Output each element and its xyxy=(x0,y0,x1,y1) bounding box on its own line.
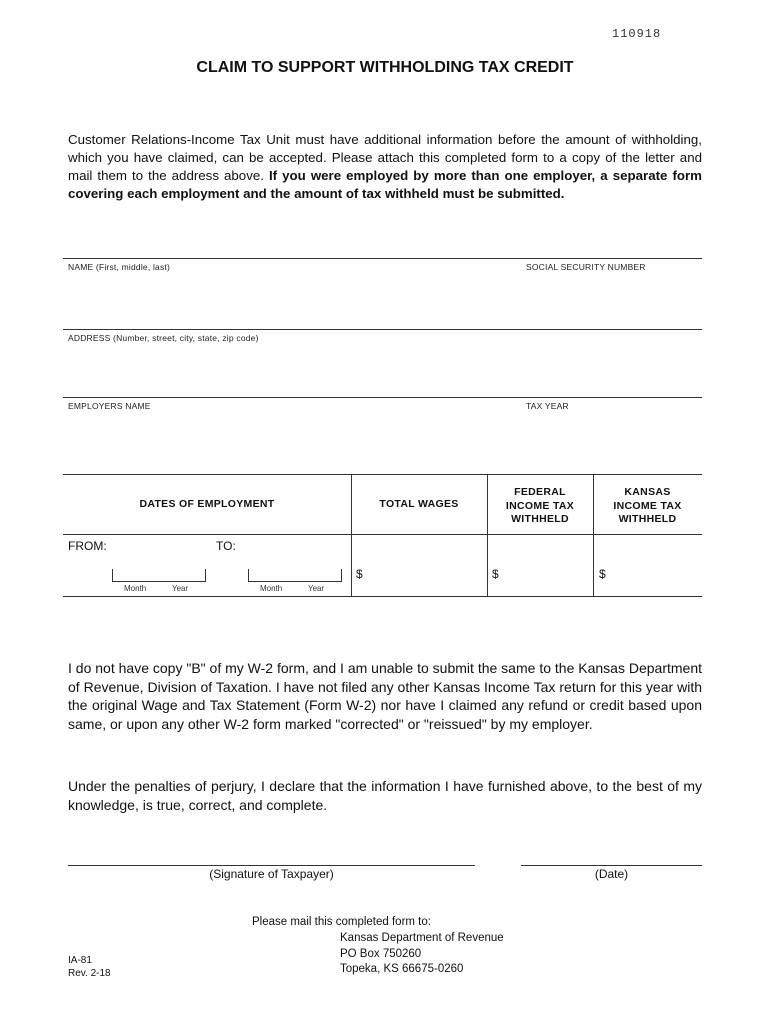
to-month-label: Month xyxy=(260,584,283,593)
intro-paragraph xyxy=(68,131,702,203)
page-title: CLAIM TO SUPPORT WITHHOLDING TAX CREDIT xyxy=(196,59,574,76)
kansas-header: KANSAS INCOME TAX WITHHELD xyxy=(613,486,682,525)
from-month-label: Month xyxy=(124,584,147,593)
signature-line[interactable] xyxy=(68,865,475,866)
name-field-label: NAME (First, middle, last) xyxy=(68,262,171,272)
to-date-field[interactable] xyxy=(248,569,342,582)
total-wages-input[interactable] xyxy=(370,560,482,590)
mail-address-line: PO Box 750260 xyxy=(340,947,422,960)
to-label: TO: xyxy=(216,539,236,553)
federal-currency: $ xyxy=(492,567,499,581)
from-date-field[interactable] xyxy=(112,569,206,582)
kansas-withheld-input[interactable] xyxy=(612,560,700,590)
kansas-currency: $ xyxy=(599,567,606,581)
name-line xyxy=(63,258,702,259)
tax-year-field-label: TAX YEAR xyxy=(526,401,569,411)
dates-header: DATES OF EMPLOYMENT xyxy=(139,498,275,510)
employer-line xyxy=(63,397,702,398)
table-bottom-border xyxy=(63,596,702,597)
wages-header: TOTAL WAGES xyxy=(379,498,459,510)
mail-address-line: Kansas Department of Revenue xyxy=(340,932,504,944)
date-label: (Date) xyxy=(594,867,629,881)
table-header-border xyxy=(63,534,702,535)
declaration-paragraph: Under the penalties of perjury, I declare that the information I have furnished above, to the best of my knowledge, is true, correct, and complete. xyxy=(68,778,702,813)
intro-text: Customer Relations-Income Tax Unit must have additional information before the amount of withholding, which you have claimed, can be accepted. Please attach this completed form to a copy of the letter and mail them to the address above. xyxy=(68,132,702,183)
from-year-label: Year xyxy=(172,584,189,593)
federal-header: FEDERAL INCOME TAX WITHHELD xyxy=(505,486,575,525)
statement-paragraph: I do not have copy "B" of my W-2 form, and I am unable to submit the same to the Kansas Department of Revenue, Division of Taxation. I have not filed any other Kansas Income Tax return for this year with the original Wage and Tax Statement (Form W-2) nor have I claimed any refund or credit based upon same, or upon any other W-2 form marked "corrected" or "reissued" by my employer. xyxy=(68,660,702,732)
signature-label: (Signature of Taxpayer) xyxy=(209,867,334,881)
intro-bold-text: If you were employed by more than one employer, a separate form covering each employment and the amount of tax withheld must be submitted. xyxy=(68,168,702,201)
table-divider xyxy=(351,474,352,596)
date-line[interactable] xyxy=(521,865,702,866)
wages-currency: $ xyxy=(356,567,363,581)
employer-field-label: EMPLOYERS NAME xyxy=(68,401,151,411)
form-id: 110918 xyxy=(612,27,662,41)
ssn-field-label: SOCIAL SECURITY NUMBER xyxy=(526,262,646,272)
to-year-label: Year xyxy=(308,584,325,593)
table-top-border xyxy=(63,474,702,475)
form-number: IA-81 xyxy=(68,955,92,966)
employer-taxyear-field[interactable] xyxy=(63,412,702,472)
form-revision: Rev. 2-18 xyxy=(68,968,111,979)
mail-intro: Please mail this completed form to: xyxy=(252,916,431,928)
name-ssn-field[interactable] xyxy=(63,272,702,326)
federal-withheld-input[interactable] xyxy=(505,560,589,590)
mail-address xyxy=(340,931,504,978)
form-footer xyxy=(68,954,111,980)
from-label: FROM: xyxy=(68,539,107,553)
address-field[interactable] xyxy=(63,344,702,396)
address-line xyxy=(63,329,702,330)
mail-address-line: Topeka, KS 66675-0260 xyxy=(340,963,464,975)
address-field-label: ADDRESS (Number, street, city, state, zip code) xyxy=(68,333,259,343)
